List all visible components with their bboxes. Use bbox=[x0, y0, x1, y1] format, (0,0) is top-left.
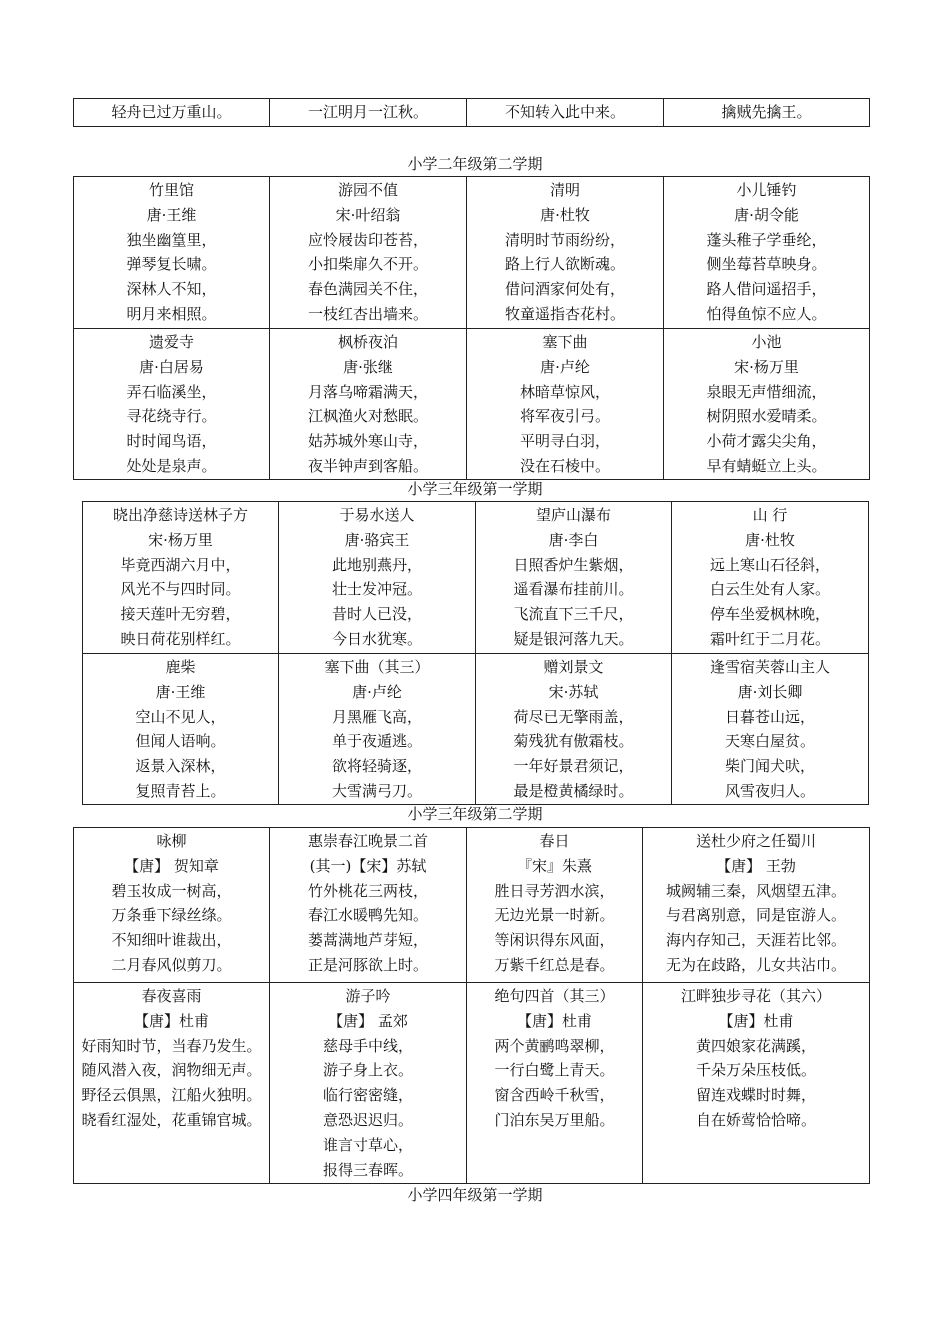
poem-line: 弹琴复长啸。 bbox=[126, 255, 217, 274]
poem-author: (其一)【宋】苏轼 bbox=[309, 856, 427, 875]
table-cell bbox=[467, 99, 664, 127]
poem-author: 【唐】 贺知章 bbox=[124, 856, 219, 875]
table-row bbox=[83, 502, 869, 654]
poem-cell bbox=[270, 828, 467, 983]
poem-line: 一江明月一江秋。 bbox=[307, 103, 428, 121]
poem-line: 黄四娘家花满蹊， bbox=[695, 1036, 816, 1055]
table-row bbox=[74, 329, 870, 480]
poem-cell bbox=[664, 177, 870, 329]
poem-line: 蓬头稚子学垂纶， bbox=[706, 230, 827, 249]
poem-line: 柴门闻犬吠， bbox=[724, 757, 815, 776]
poem-author: 唐·王维 bbox=[155, 682, 206, 701]
poem-title: 赠刘景文 bbox=[543, 658, 604, 676]
poem-title: 逢雪宿芙蓉山主人 bbox=[709, 658, 830, 676]
poem-line: 霜叶红于二月花。 bbox=[709, 629, 830, 648]
poem-line: 谁言寸草心， bbox=[322, 1135, 413, 1154]
poem-line: 弄石临溪坐， bbox=[126, 382, 217, 401]
poem-line: 游子身上衣。 bbox=[322, 1061, 413, 1080]
poem-title: 于易水送人 bbox=[339, 506, 415, 524]
poem-line: 春江水暖鸭先知。 bbox=[307, 906, 428, 925]
table-row bbox=[83, 654, 869, 805]
poem-author: 唐·骆宾王 bbox=[344, 530, 410, 549]
poem-title: 游园不值 bbox=[337, 181, 398, 199]
poem-line: 清明时节雨纷纷， bbox=[504, 230, 625, 249]
poem-line: 夜半钟声到客船。 bbox=[307, 456, 428, 475]
poem-line: 一年好景君须记， bbox=[513, 757, 634, 776]
poem-line: 不知转入此中来。 bbox=[504, 103, 625, 121]
poem-line: 白云生处有人家。 bbox=[709, 580, 830, 599]
poem-line: 林暗草惊风， bbox=[519, 382, 610, 401]
poem-line: 不知细叶谁裁出， bbox=[111, 931, 232, 950]
poem-cell bbox=[672, 502, 869, 654]
poem-line: 胜日寻芳泗水滨， bbox=[494, 881, 615, 900]
poem-line: 路上行人欲断魂。 bbox=[504, 255, 625, 274]
poem-line: 停车坐爱枫林晚， bbox=[709, 605, 830, 624]
poem-line: 平明寻白羽， bbox=[519, 432, 610, 451]
poem-line: 小扣柴扉久不开。 bbox=[307, 255, 428, 274]
poem-title: 塞下曲（其三） bbox=[324, 658, 430, 676]
poem-line: 日照香炉生紫烟， bbox=[513, 555, 634, 574]
poem-author: 唐·李白 bbox=[548, 530, 599, 549]
poem-author: 【唐】杜甫 bbox=[516, 1011, 592, 1030]
poem-line: 遥看瀑布挂前川。 bbox=[513, 580, 634, 599]
poem-line: 树阴照水爱晴柔。 bbox=[706, 407, 827, 426]
poem-table bbox=[82, 501, 869, 805]
poem-line: 今日水犹寒。 bbox=[331, 629, 422, 648]
poem-title: 送杜少府之任蜀川 bbox=[695, 832, 816, 850]
poem-title: 塞下曲 bbox=[542, 333, 588, 351]
poem-cell bbox=[74, 828, 270, 983]
poem-author: 宋·杨万里 bbox=[734, 357, 799, 376]
poem-cell bbox=[270, 983, 467, 1184]
poem-line: 无边光景一时新。 bbox=[494, 906, 615, 925]
poem-title: 小儿锤钓 bbox=[736, 181, 797, 199]
poem-cell bbox=[74, 177, 270, 329]
poem-cell bbox=[467, 828, 643, 983]
poem-author: 唐·张继 bbox=[343, 357, 393, 376]
poem-title: 春日 bbox=[539, 832, 570, 850]
poem-line: 深林人不知， bbox=[126, 280, 217, 299]
poem-cell bbox=[270, 329, 467, 480]
poem-line: 野径云俱黑，江船火独明。 bbox=[81, 1086, 262, 1105]
poem-line: 早有蜻蜓立上头。 bbox=[706, 456, 827, 475]
poem-line: 临行密密缝， bbox=[322, 1086, 413, 1105]
poem-line: 壮士发冲冠。 bbox=[331, 580, 422, 599]
poem-author: 宋·叶绍翁 bbox=[335, 205, 401, 224]
poem-cell bbox=[279, 654, 476, 805]
poem-line: 月落乌啼霜满天， bbox=[307, 382, 428, 401]
poem-line: 路人借问遥招手， bbox=[706, 280, 827, 299]
poem-line: 春色满园关不住， bbox=[307, 280, 428, 299]
poem-line: 与君离别意，同是宦游人。 bbox=[665, 906, 846, 925]
poem-cell bbox=[467, 329, 664, 480]
poem-line: 万条垂下绿丝绦。 bbox=[111, 906, 232, 925]
poem-cell bbox=[664, 329, 870, 480]
section-heading: 小学三年级第一学期 bbox=[407, 480, 543, 498]
poem-line: 天寒白屋贫。 bbox=[724, 732, 815, 751]
poem-line: 晓看红湿处，花重锦官城。 bbox=[81, 1110, 262, 1129]
poem-cell bbox=[467, 177, 664, 329]
poem-line: 此地别燕丹， bbox=[331, 555, 422, 574]
poem-line: 好雨知时节，当春乃发生。 bbox=[81, 1036, 262, 1055]
poem-line: 独坐幽篁里， bbox=[126, 230, 217, 249]
poem-line: 大雪满弓刀。 bbox=[331, 781, 422, 800]
poem-line: 自在娇莺恰恰啼。 bbox=[695, 1110, 816, 1129]
poem-line: 侧坐莓苔草映身。 bbox=[706, 255, 827, 274]
poem-author: 【唐】杜甫 bbox=[718, 1011, 794, 1030]
poem-line: 飞流直下三千尺， bbox=[513, 605, 634, 624]
poem-line: 一枝红杏出墙来。 bbox=[307, 304, 428, 323]
poem-title: 遗爱寺 bbox=[148, 333, 194, 351]
poem-title: 咏柳 bbox=[156, 832, 187, 850]
poem-title: 山 行 bbox=[752, 506, 788, 524]
section-heading: 小学三年级第二学期 bbox=[407, 805, 543, 823]
table-cell bbox=[270, 99, 467, 127]
poem-cell bbox=[74, 329, 270, 480]
poem-line: 但闻人语响。 bbox=[135, 732, 226, 751]
table-row bbox=[74, 828, 870, 983]
poem-line: 寻花绕寺行。 bbox=[126, 407, 217, 426]
poem-line: 姑苏城外寒山寺， bbox=[307, 432, 428, 451]
poem-line: 单于夜遁逃。 bbox=[331, 732, 422, 751]
poem-author: 【唐】 孟郊 bbox=[328, 1011, 408, 1030]
poem-line: 风雪夜归人。 bbox=[724, 781, 815, 800]
poem-line: 慈母手中线， bbox=[322, 1036, 413, 1055]
poem-line: 江枫渔火对愁眠。 bbox=[307, 407, 428, 426]
poem-line: 返景入深林， bbox=[135, 757, 226, 776]
poem-line: 报得三春晖。 bbox=[322, 1160, 413, 1179]
poem-cell bbox=[672, 654, 869, 805]
poem-line: 处处是泉声。 bbox=[126, 456, 217, 475]
poem-table bbox=[73, 827, 870, 1184]
poem-line: 菊残犹有傲霜枝。 bbox=[513, 732, 634, 751]
poem-cell bbox=[74, 983, 270, 1184]
poem-line: 海内存知己，天涯若比邻。 bbox=[665, 931, 846, 950]
poem-line: 意恐迟迟归。 bbox=[322, 1110, 413, 1129]
poem-line: 万紫千红总是春。 bbox=[494, 955, 615, 974]
table-row bbox=[74, 177, 870, 329]
poem-author: 宋·杨万里 bbox=[148, 530, 213, 549]
poem-line: 最是橙黄橘绿时。 bbox=[513, 781, 634, 800]
poem-title: 江畔独步寻花（其六） bbox=[680, 987, 831, 1005]
poem-line: 欲将轻骑逐， bbox=[331, 757, 422, 776]
poem-line: 荷尽已无擎雨盖， bbox=[513, 707, 634, 726]
poem-line: 留连戏蝶时时舞， bbox=[695, 1086, 816, 1105]
poem-author: 宋·苏轼 bbox=[548, 682, 599, 701]
poem-title: 惠崇春江晚景二首 bbox=[307, 832, 428, 850]
poem-line: 将军夜引弓。 bbox=[519, 407, 610, 426]
poem-line: 轻舟已过万重山。 bbox=[111, 103, 232, 121]
poem-line: 泉眼无声惜细流， bbox=[706, 382, 827, 401]
poem-line: 应怜屐齿印苍苔， bbox=[307, 230, 428, 249]
poem-title: 晓出净慈诗送林子方 bbox=[112, 506, 248, 524]
poem-title: 清明 bbox=[549, 181, 580, 199]
poem-line: 蒌蒿满地芦芽短， bbox=[307, 931, 428, 950]
poem-line: 复照青苔上。 bbox=[135, 781, 226, 800]
poem-line: 两个黄鹂鸣翠柳， bbox=[494, 1036, 615, 1055]
table-cell bbox=[664, 99, 870, 127]
poem-author: 【唐】 王勃 bbox=[716, 856, 796, 875]
poem-line: 没在石棱中。 bbox=[519, 456, 610, 475]
poem-line: 小荷才露尖尖角， bbox=[706, 432, 827, 451]
poem-line: 怕得鱼惊不应人。 bbox=[706, 304, 827, 323]
poem-author: 『宋』朱熹 bbox=[516, 856, 592, 875]
poem-line: 正是河豚欲上时。 bbox=[307, 955, 428, 974]
poem-line: 毕竟西湖六月中， bbox=[120, 555, 241, 574]
poem-line: 城阙辅三秦，风烟望五津。 bbox=[665, 881, 846, 900]
poem-author: 【唐】杜甫 bbox=[133, 1011, 209, 1030]
poem-cell bbox=[476, 654, 672, 805]
poem-line: 窗含西岭千秋雪， bbox=[494, 1086, 615, 1105]
poem-table bbox=[73, 176, 870, 480]
poem-title: 小池 bbox=[751, 333, 782, 351]
poem-line: 月黑雁飞高， bbox=[331, 707, 422, 726]
poem-cell bbox=[279, 502, 476, 654]
poem-line: 千朵万朵压枝低。 bbox=[695, 1061, 816, 1080]
poem-line: 碧玉妆成一树高， bbox=[111, 881, 232, 900]
poem-line: 风光不与四时同。 bbox=[120, 580, 241, 599]
poem-title: 竹里馆 bbox=[148, 181, 194, 199]
poem-author: 唐·卢纶 bbox=[352, 682, 402, 701]
poem-line: 牧童遥指杏花村。 bbox=[504, 304, 625, 323]
table-cell bbox=[74, 99, 270, 127]
poem-title: 枫桥夜泊 bbox=[337, 333, 398, 351]
poem-author: 唐·白居易 bbox=[139, 357, 204, 376]
poem-cell bbox=[83, 502, 279, 654]
poem-line: 远上寒山石径斜， bbox=[709, 555, 830, 574]
poem-cell bbox=[643, 828, 870, 983]
poem-line: 借问酒家何处有， bbox=[504, 280, 625, 299]
top-row-table bbox=[73, 98, 870, 127]
poem-line: 一行白鹭上青天。 bbox=[494, 1061, 615, 1080]
poem-title: 绝句四首（其三） bbox=[494, 987, 615, 1005]
poem-line: 映日荷花别样红。 bbox=[120, 629, 241, 648]
poem-title: 鹿柴 bbox=[165, 658, 196, 676]
section-heading: 小学二年级第二学期 bbox=[407, 155, 543, 173]
poem-line: 日暮苍山远， bbox=[724, 707, 815, 726]
poem-line: 擒贼先擒王。 bbox=[721, 103, 812, 121]
section-heading: 小学四年级第一学期 bbox=[407, 1186, 543, 1204]
poem-line: 随风潜入夜，润物细无声。 bbox=[81, 1061, 262, 1080]
poem-line: 等闲识得东风面， bbox=[494, 931, 615, 950]
poem-line: 昔时人已没， bbox=[331, 605, 422, 624]
poem-author: 唐·王维 bbox=[146, 205, 197, 224]
poem-title: 游子吟 bbox=[345, 987, 391, 1005]
poem-title: 望庐山瀑布 bbox=[535, 506, 611, 524]
poem-author: 唐·杜牧 bbox=[745, 530, 795, 549]
poem-line: 空山不见人， bbox=[135, 707, 226, 726]
poem-line: 接天莲叶无穷碧， bbox=[120, 605, 241, 624]
poem-cell bbox=[643, 983, 870, 1184]
poem-line: 二月春风似剪刀。 bbox=[111, 955, 232, 974]
poem-cell bbox=[83, 654, 279, 805]
poem-line: 疑是银河落九天。 bbox=[513, 629, 634, 648]
poem-line: 无为在歧路，儿女共沾巾。 bbox=[665, 955, 846, 974]
poem-author: 唐·杜牧 bbox=[540, 205, 590, 224]
poem-cell bbox=[270, 177, 467, 329]
poem-author: 唐·卢纶 bbox=[540, 357, 590, 376]
poem-author: 唐·胡令能 bbox=[734, 205, 799, 224]
poem-cell bbox=[476, 502, 672, 654]
poem-line: 竹外桃花三两枝， bbox=[307, 881, 428, 900]
poem-title: 春夜喜雨 bbox=[141, 987, 202, 1005]
poem-line: 门泊东吴万里船。 bbox=[494, 1110, 615, 1129]
poem-line: 明月来相照。 bbox=[126, 304, 217, 323]
table-row bbox=[74, 983, 870, 1184]
poem-cell bbox=[467, 983, 643, 1184]
poem-line: 时时闻鸟语， bbox=[126, 432, 217, 451]
poem-author: 唐·刘长卿 bbox=[737, 682, 803, 701]
